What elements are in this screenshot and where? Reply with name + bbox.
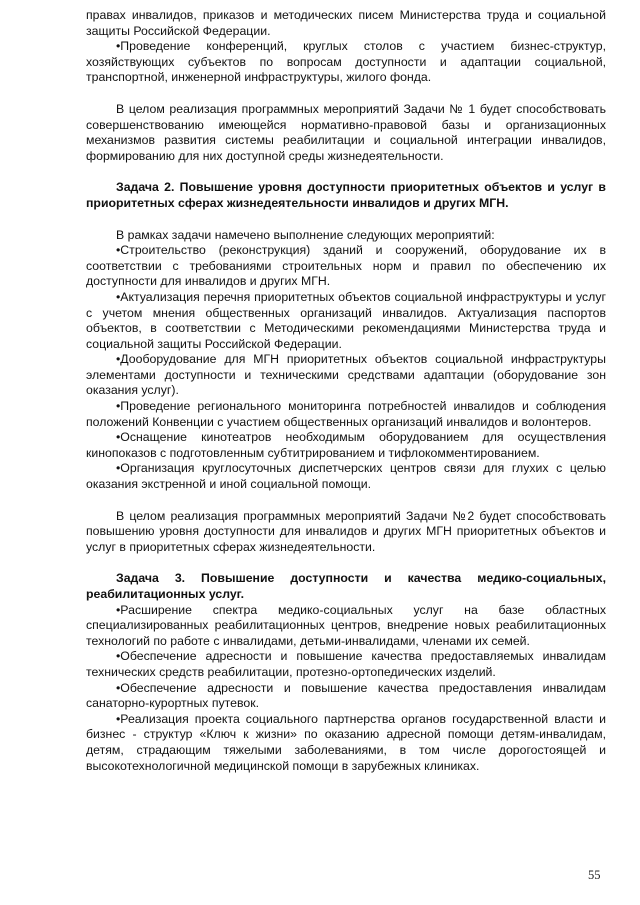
task2-item: •Организация круглосуточных диспетчерских центров связи для глухих с целью оказания экстренной и иной социальной помощи. xyxy=(86,461,606,492)
task2-heading: Задача 2. Повышение уровня доступности приоритетных объектов и услуг в приоритетных сферах жизнедеятельности инвалидов и других МГН. xyxy=(86,180,606,210)
task3-heading: Задача 3. Повышение доступности и качества медико-социальных, реабилитационных услуг. xyxy=(86,571,606,601)
document-page xyxy=(86,8,606,774)
page-number: 55 xyxy=(588,868,601,882)
intro-bullet: •Проведение конференций, круглых столов с участием бизнес-структур, хозяйствующих субъектов по вопросам доступности и адаптации социальной, транспортной, инженерной инфраструктуры, жилого фонда. xyxy=(86,39,606,85)
task3-item: •Реализация проекта социального партнерства органов государственной власти и бизнес - структур «Ключ к жизни» по оказанию адресной помощи детям-инвалидам, детям, страдающим тяжелыми заболеваниями, в том числе дорогостоящей и высокотехнологичной медицинской помощи в зарубежных клиниках. xyxy=(86,711,606,773)
task1-summary: В целом реализация программных мероприятий Задачи № 1 будет способствовать совершенствованию имеющейся нормативно-правовой базы и организационных механизмов развития системы реабилитации и социальной интеграции инвалидов, формированию для них доступной среды жизнедеятельности. xyxy=(86,101,606,163)
task3-item: •Обеспечение адресности и повышение качества предоставления инвалидам санаторно-курортных путевок. xyxy=(86,680,606,711)
intro-paragraph: правах инвалидов, приказов и методических писем Министерства труда и социальной защиты Российской Федерации. xyxy=(86,8,606,38)
task2-item: •Проведение регионального мониторинга потребностей инвалидов и соблюдения положений Конвенции с участием общественных организаций инвалидов и волонтеров. xyxy=(86,399,606,429)
task2-summary: В целом реализация программных мероприятий Задачи №2 будет способствовать повышению уровня доступности для инвалидов и других МГН приоритетных объектов и услуг в приоритетных сферах жизнедеятельности. xyxy=(86,508,606,554)
task2-item: •Оснащение кинотеатров необходимым оборудованием для осуществления кинопоказов с подготовленным субтитрированием и тифлокомментированием. xyxy=(86,430,606,460)
task3-item: •Обеспечение адресности и повышение качества предоставляемых инвалидам технических средств реабилитации, протезно-ортопедических изделий. xyxy=(86,649,606,679)
task2-lead: В рамках задачи намечено выполнение следующих мероприятий: xyxy=(116,227,495,242)
task3-item: •Расширение спектра медико-социальных услуг на базе областных специализированных реабилитационных центров, внедрение новых реабилитационных технологий по работе с инвалидами, детьми-инвалидами, членами их семей. xyxy=(86,602,606,648)
task2-item: •Строительство (реконструкция) зданий и сооружений, оборудование их в соответствии с требованиями строительных норм и правил по обеспечению их доступности для инвалидов и других МГН. xyxy=(86,243,606,289)
task2-item: •Дооборудование для МГН приоритетных объектов социальной инфраструктуры элементами доступности и техническими средствами адаптации (оборудование зон оказания услуг). xyxy=(86,352,606,398)
task2-item: •Актуализация перечня приоритетных объектов социальной инфраструктуры и услуг с учетом мнения общественных организаций инвалидов. Актуализация паспортов объектов, в соответствии с Методическими рекомендациями Министерства труда и социальной защиты Российской Федерации. xyxy=(86,289,606,351)
